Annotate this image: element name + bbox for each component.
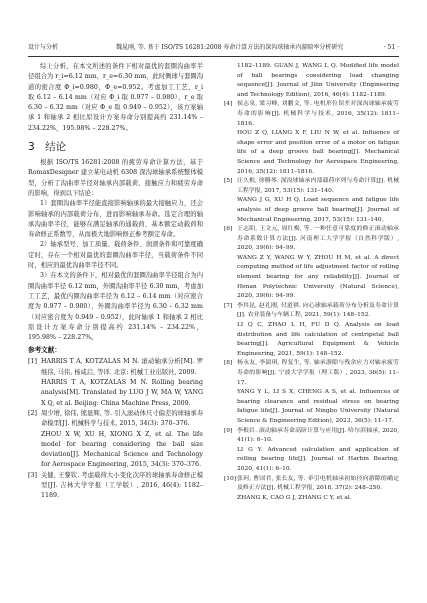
page-number: · 51 ·	[383, 44, 399, 51]
running-header	[28, 42, 399, 57]
right-column	[224, 62, 399, 503]
reference-item: ZHOU X W, XU H, XIONG X Z, et al. The life model for bearing considering the ball size deviation[J]. Mechanical Science and Technology for Aerospace Engineering, 2015, 34(3): 370–376.	[41, 430, 203, 469]
reference-item: [5] 汪久根, 徐腾琴. 深沟球轴承内部载荷序列与寿命计算[J]. 机械工程学报, 2017, 53(15): 131–140.	[224, 178, 399, 194]
references-title: 参考文献：	[28, 346, 61, 355]
reference-item: [6] 王志阳, 王文元, 周红梅, 等. 一种任意可靠度的修正滚动轴承寿命系数计算方法[J]. 河南理工大学学报（自然科学版）, 2020, 39(6): 94–99.	[224, 226, 399, 252]
article-running-title: 魏晁刚, 等. 基于 ISO/TS 16281:2008 寿命计算方法的深沟球轴承内游隙率分析研究	[116, 44, 344, 51]
journal-section: 设计与分析	[28, 44, 59, 51]
conclusion-item-3: 3）在本文的条件下，相对最优的套圈沟曲率半径组合为内圈沟曲率半径 6.12 mm，外圈沟曲率半径 6.30 mm，考虑加工工艺，最优内圈沟曲率半径为 6.12 – 6.14 mm（对应密合度为 0.977 – 0.980），外圈沟曲率半径为 6.30 – 6.32 mm（对应密合度为 0.949 – 0.952），此时轴承 1 和轴承 2 相比原设计方案寿命分别提高约 231.14% – 234.22%，195.98% – 228.27%。	[28, 272, 203, 342]
reference-list-left	[28, 357, 203, 501]
reference-item: ZHANG K, CAO G J, ZHANG C Y, et al.	[237, 494, 352, 501]
conclusion-intro: 根据 ISO/TS 16281:2008 的疲劳寿命计算方法，基于 RomaxDesigner 建立某电动机 6308 深沟球轴承系统整体模型，分析了沟曲率半径对轴承内部载荷、接触应力和疲劳寿命的影响，得到以下结论：	[28, 159, 203, 197]
reference-item: HOU Z Q, LIANG X F, LIU N W, et al. Influence of shape error and position error of a motor on fatigue life of a deep groove ball bearing[J]. Mechanical Science and Technology for Aerospace Engineering, 2016, 35(12): 1811–1816.	[237, 130, 399, 175]
reference-item: [8] 杨永友, 李淑琪, 程复生, 等. 轴承游隙与残余应力对轴承疲劳寿命的影响[J]. 宁波大学学报（理工版）, 2023, 36(5): 11–17.	[224, 360, 399, 386]
reference-item: [2] 周少增, 徐伟, 熊显辉, 等. 引入滚动体尺寸偏差的球轴承寿命模型[J]. 机械科学与技术, 2015, 34(3): 370–376.	[28, 409, 203, 428]
section-title-conclusion: 3 结论	[28, 141, 67, 154]
analysis-summary-paragraph: 综上分析，在本文所述的条件下相对最优的套圈沟曲率半径组合为 r_i=6.12 mm，r_e=6.30 mm，此时侧球与套圈沟道的密合度 Φ_i=0.980，Φ_e=0.952。考虑加工工艺，r_i 取 6.12 – 6.14 mm（对应 Φ_i 取 0.977 – 0.980），r_e 取 6.30 – 6.32 mm（对应 Φ_e 取 0.949 – 0.952），该方案轴承 1 和轴承 2 相比原设计方案寿命分别提高约 231.14% – 234.22%，195.98% – 228.27%。	[28, 63, 203, 132]
reference-item: [9] 李根岩. 滚动轴承寿命高阶计算与应用[J]. 哈尔滨轴承, 2020, 41(1): 6–10.	[224, 427, 399, 444]
reference-item: [1] HARRIS T A, KOTZALAS M N. 滚动轴承分析[M]. 罗继伟, 马伟, 杨咸启, 等译. 北京: 机械工业出版社, 2009.	[28, 358, 203, 376]
reference-item: [7] 李其昆, 赵礼刚, 付道祺. 向心球轴承载荷分布分析及寿命计算[J]. 农业装备与车辆工程, 2021, 59(1): 148–152.	[224, 302, 399, 319]
reference-item: LI G Y. Advanced calculation and application of rolling bearing life[J]. Journal of Harbin Bearing, 2020, 41(1): 6–10.	[237, 446, 399, 472]
reference-item: [4] 侯志泉, 梁习峰, 刘鹏文, 等. 电机形位误差对深沟球轴承疲劳寿命的影响[J]. 机械科学与技术, 2016, 35(12): 1811–1816.	[224, 101, 399, 127]
conclusion-item-1: 1）套圈沟曲率半径能直接影响轴承的最大接触应力，还会影响轴承的内部载荷分布，进而影响轴承寿命。选定合理的轴承沟曲率半径，能够在满足轴承的通载荷、基本额定动载荷和寿命修正系数等，从而极大地影响修正参考额定寿命。	[28, 200, 203, 239]
reference-item: WANG J G, XU H Q. Load sequence and fatigue life analysis of deep groove ball bearing[J]. Journal of Mechanical Engineering, 2017, 53(15): 131–140.	[237, 197, 399, 223]
reference-item: WANG Z Y, WANG W Y, ZHOU H M, et al. A direct computing method of life adjustment factor of rolling element bearing for any reliability[J]. Journal of Henan Polytechnic University (Natural Science), 2020, 39(6): 94–99.	[237, 254, 399, 300]
reference-continuation: 1182–1189. GUAN J, WANG L Q. Modified life model of ball bearings considering load changing sequence[J]. Journal of Jilin University (Engineering and Technology Edition), 2016, 46(4): 1182–1189.	[237, 63, 399, 98]
reference-item: LI Q C, ZHAO L H, FU D Q. Analysis on load distribution and life calculation of centripetal ball bearing[J]. Agricultural Equipment & Vehicle Engineering, 2021, 59(1): 148–152.	[237, 322, 399, 357]
conclusion-item-2: 2）轴承型号、加工质量、载荷条件、润滑条件和可靠度确定时，存在一个相对最优的套圈沟曲率半径，当载荷条件不同时，相应的最优沟曲率半径不同。	[28, 241, 203, 270]
left-column	[28, 62, 203, 502]
reference-list-right	[224, 100, 399, 503]
reference-item: [3] 关健, 王黎钦. 考虑载荷大小变化次序的球轴承寿命修正模型[J]. 吉林大学学报（工学版）, 2016, 46(4): 1182–1189.	[28, 471, 203, 500]
reference-item: [10] 张珂, 曹国君, 张长友, 等. 牵引电机轴承初始径向游隙的确定及修正方法[J]. 机械工程学报, 2018, 37(2): 248–250.	[224, 475, 399, 492]
reference-item: HARRIS T A, KOTZALAS M N. Rolling bearing analysis[M]. Translated by LUO J W, MA W, YANG X Q, et al. Beijing: China Machine Press, 2009.	[41, 379, 203, 407]
reference-item: YANG Y L, LI S X, CHENG A S, et al. Influences of bearing clearance and residual stress on bearing fatigue life[J]. Journal of Ningbo University (Natural Science & Engineering Edition), 2023, 36(5): 11–17.	[237, 389, 399, 424]
